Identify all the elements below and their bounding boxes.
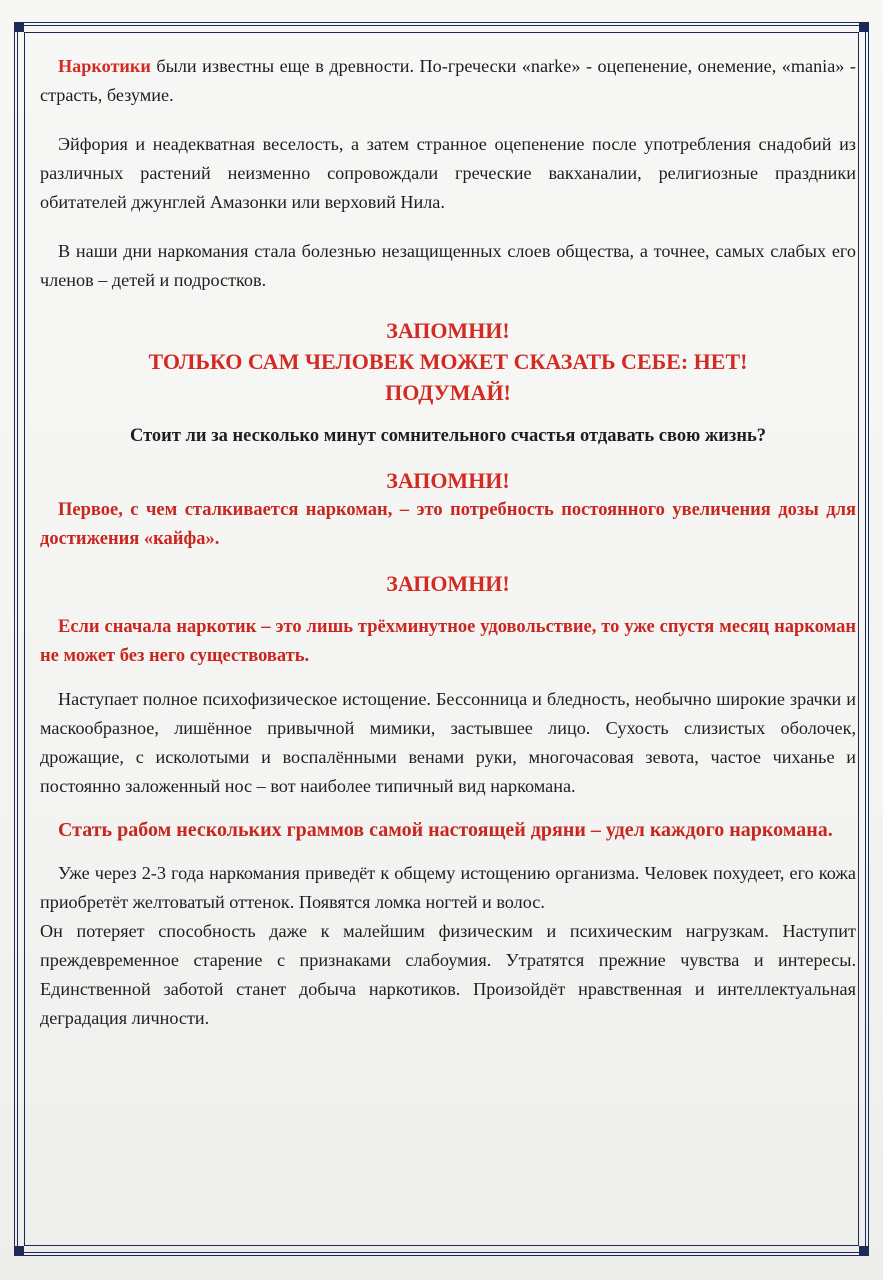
- remember-heading-2: ЗАПОМНИ!: [386, 571, 510, 596]
- dose-warning: Первое, с чем сталкивается наркоман, – это потребность постоянного увеличения дозы для достижения «кайфа».: [40, 500, 856, 549]
- remember-heading-1: ЗАПОМНИ!: [386, 468, 510, 493]
- warning-heading-line3: ПОДУМАЙ!: [385, 380, 511, 405]
- consequences-paragraph: Уже через 2-3 года наркомания приведёт к общему истощению организма. Человек похудеет, его кожа приобретёт желтоватый оттенок. Появятся ломка ногтей и волос.: [40, 863, 856, 912]
- dependency-warning: Если сначала наркотик – это лишь трёхминутное удовольствие, то уже спустя месяц наркоман не может без него существовать.: [40, 617, 856, 666]
- intro-lead-word: Наркотики: [58, 56, 151, 76]
- warning-heading-line2: ТОЛЬКО САМ ЧЕЛОВЕК МОЖЕТ СКАЗАТЬ СЕБЕ: НЕТ!: [148, 349, 748, 374]
- degradation-paragraph: Он потеряет способность даже к малейшим физическим и психическим нагрузкам. Наступит преждевременное старение с признаками слабоумия. Утратятся прежние чувства и интересы. Единственной заботой станет добыча наркотиков. Произойдёт нравственная и интеллектуальная деградация личности.: [40, 921, 856, 1028]
- question-line: Стоит ли за несколько минут сомнительного счастья отдавать свою жизнь?: [129, 426, 767, 446]
- warning-heading-line1: ЗАПОМНИ!: [386, 318, 510, 343]
- poster-content: [40, 52, 856, 1033]
- slave-warning: Стать рабом нескольких граммов самой настоящей дряни – удел каждого наркомана.: [58, 819, 833, 841]
- warning-heading: [40, 315, 856, 408]
- corner-ornament: [859, 1246, 869, 1256]
- corner-ornament: [14, 22, 24, 32]
- modern-paragraph: В наши дни наркомания стала болезнью незащищенных слоев общества, а точнее, самых слабых его членов – детей и подростков.: [40, 241, 856, 290]
- euphoria-paragraph: Эйфория и неадекватная веселость, а затем странное оцепенение после употребления снадобий из различных растений неизменно сопровождали греческие вакханалии, религиозные праздники обитателей джунглей Амазонки или верховий Нила.: [40, 134, 856, 212]
- intro-paragraph: [40, 52, 856, 110]
- corner-ornament: [859, 22, 869, 32]
- corner-ornament: [14, 1246, 24, 1256]
- intro-text: были известны еще в древности. По-гречески «narke» - оцепенение, онемение, «mania» - страсть, безумие.: [40, 56, 856, 105]
- symptoms-paragraph: Наступает полное психофизическое истощение. Бессонница и бледность, необычно широкие зрачки и маскообразное, лишённое привычной мимики, застывшее лицо. Сухость слизистых оболочек, дрожащие, с исколотыми и воспалёнными венами руки, многочасовая зевота, частое чиханье и постоянно заложенный нос – вот наиболее типичный вид наркомана.: [40, 689, 856, 796]
